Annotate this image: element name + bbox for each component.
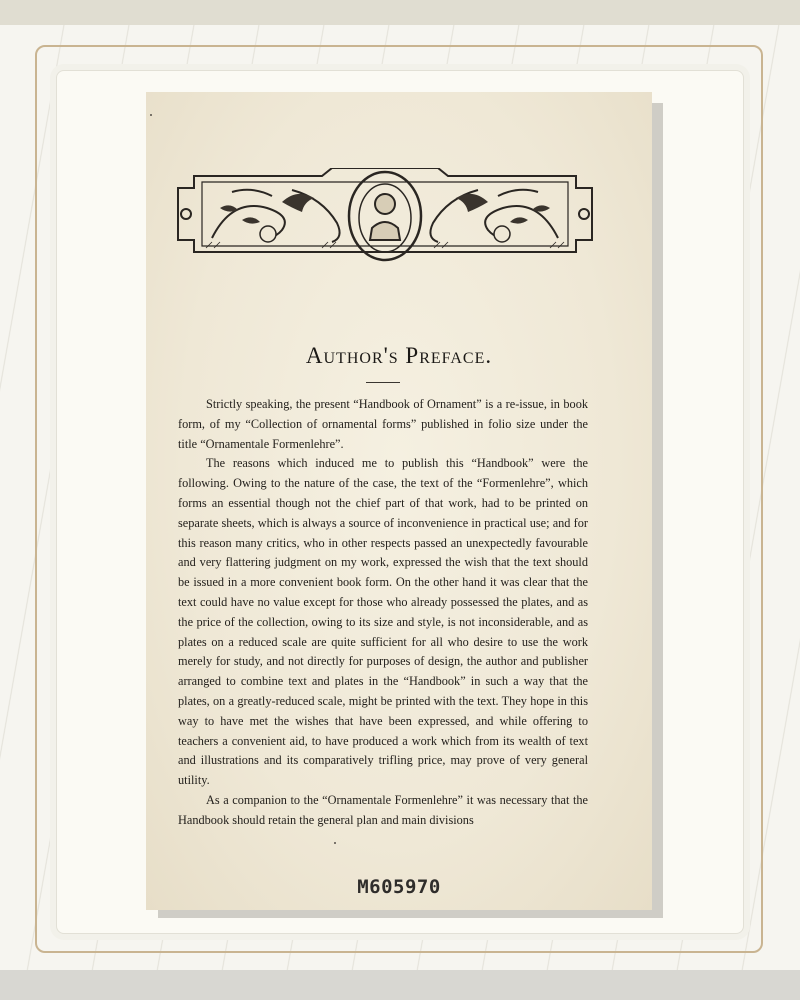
page-title: Author's Preface. [305, 343, 493, 368]
ornamental-headpiece-icon [172, 168, 598, 278]
top-band [0, 0, 800, 25]
paper-speck [334, 842, 336, 844]
bottom-band [0, 970, 800, 1000]
book-page [146, 92, 652, 910]
library-stamp: M605970 [357, 876, 441, 898]
preface-text [178, 395, 588, 831]
paragraph: As a companion to the “Ornamentale Formenlehre” it was necessary that the Handbook should retain the general plan and main divisions [178, 792, 588, 827]
paragraph: Strictly speaking, the present “Handbook of Ornament” is a re-issue, in book form, of my “Collection of ornamental forms” published in folio size under the title “Ornamentale Formenlehre”. [178, 397, 588, 451]
paragraph: The reasons which induced me to publish this “Handbook” were the following. Owing to the nature of the case, the text of the “Formenlehre”, which forms an essential though not the chief part of that work, had to be printed on separate sheets, which is always a source of inconvenience in practical use; and for this reason many critics, who in other respects passed an unexpectedly favourable and very flattering judgment on my work, expressed the wish that the text should be issued in a more convenient book form. On the other hand it was clear that the text could have no value except for those who already possessed the plates, and as the price of the collection, owing to its size and style, is not inconsiderable, and as plates on a reduced scale are quite sufficient for all who desire to use the work merely for study, and not directly for purposes of design, the author and publisher arranged to combine text and plates in the “Handbook” in such a way that the plates, on a greatly-reduced scale, might be printed with the text. They hope in this way to have met the wishes that have been expressed, and while offering to teachers a convenient aid, to have produced a work which from its wealth of text and illustrations and its comparatively trifling price, may prove of very general utility. [178, 456, 588, 788]
title-rule [366, 382, 400, 383]
paper-speck [150, 114, 152, 116]
